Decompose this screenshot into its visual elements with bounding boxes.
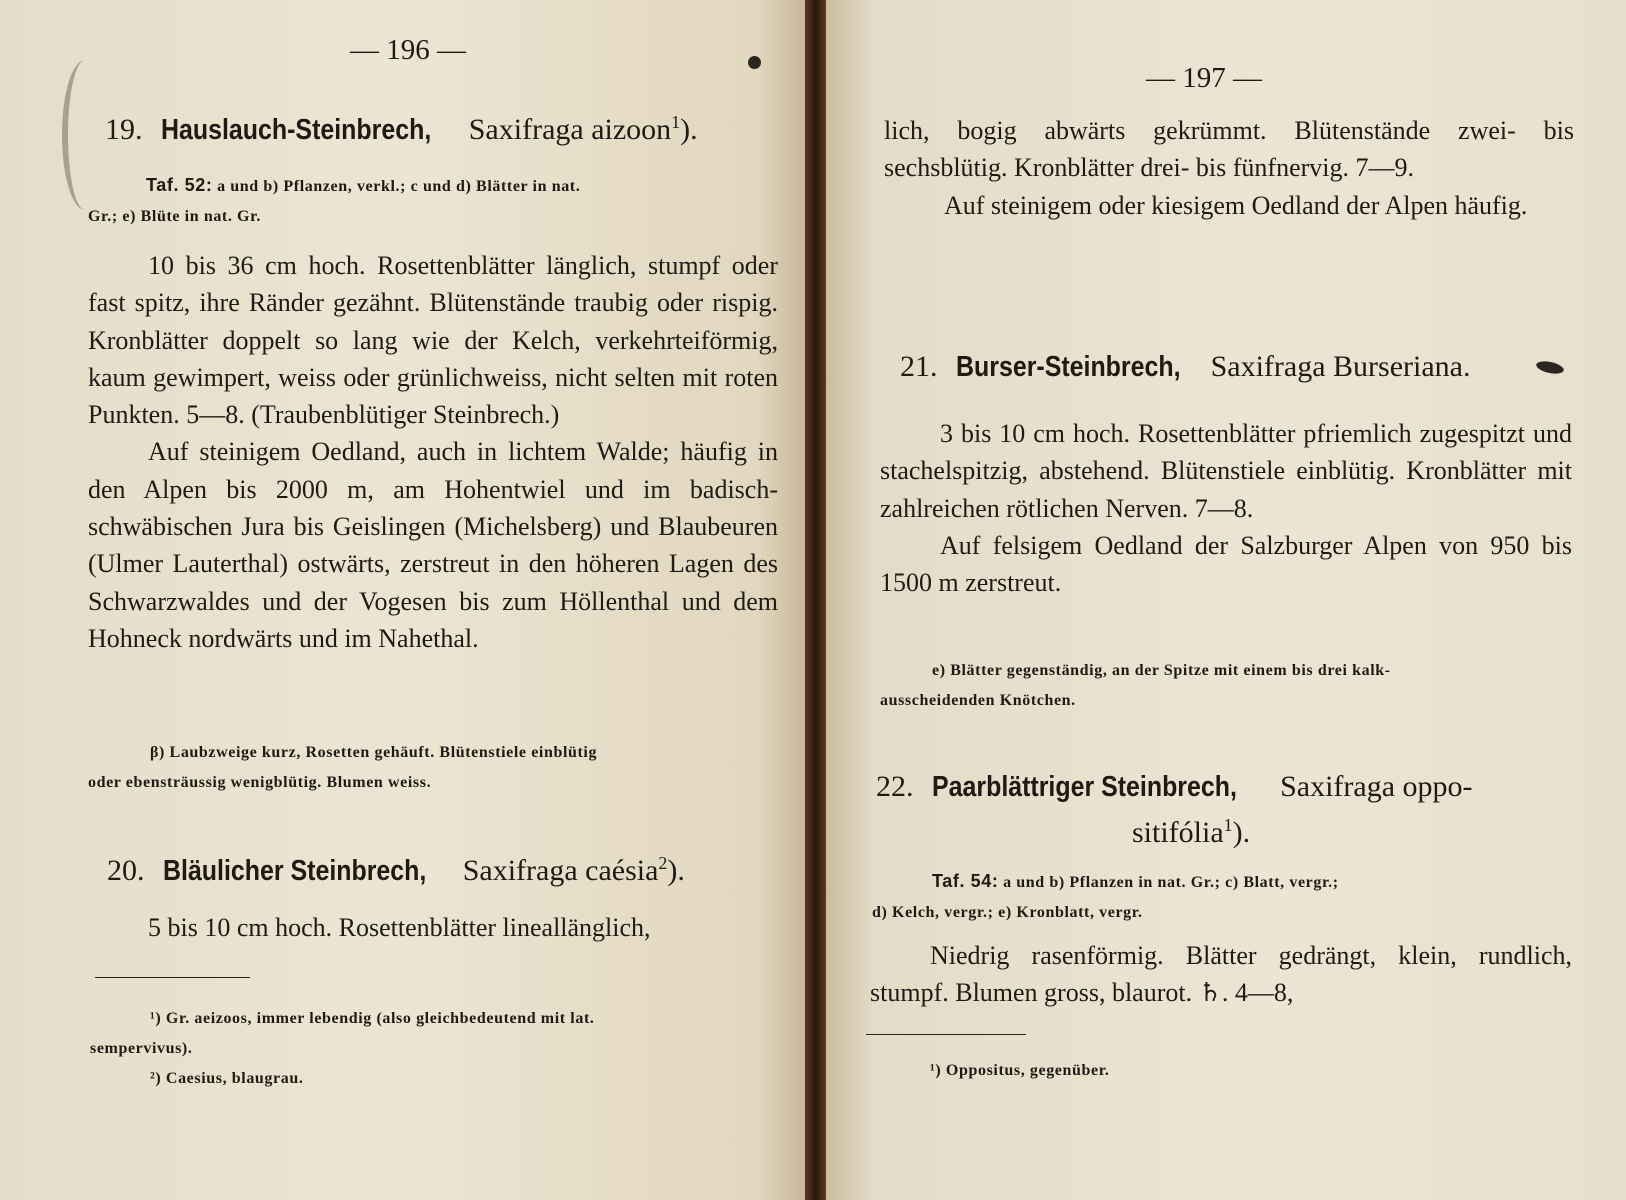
section-heading-22	[876, 770, 1473, 804]
scientific-name: Saxifraga oppo-	[1280, 770, 1473, 803]
species-name: Paarblättriger Steinbrech,	[931, 771, 1237, 803]
footnote-ref: 1	[1223, 815, 1233, 835]
paragraph: Auf felsigem Oedland der Salzburger Alpen von 950 bis 1500 m zerstreut.	[880, 530, 1572, 598]
scientific-name: Saxifraga Burseriana.	[1210, 350, 1471, 383]
variety-line: β) Laubzweige kurz, Rosetten gehäuft. Blütenstiele einblütig	[150, 744, 598, 761]
heading-close: ).	[667, 854, 685, 887]
footnote-line: ¹) Oppositus, gegenüber.	[930, 1062, 1110, 1079]
section-number: 21.	[900, 350, 938, 383]
continued-description	[884, 112, 1574, 224]
plate-text-line: a und b) Pflanzen in nat. Gr.; c) Blatt, vergr.;	[1003, 874, 1339, 891]
section-heading-22-cont	[1132, 815, 1250, 850]
section-heading-21	[900, 350, 1470, 384]
section-number: 20.	[107, 854, 145, 887]
footnote-rule	[866, 1034, 1026, 1035]
page-number: — 196 —	[350, 34, 466, 66]
paragraph: 5 bis 10 cm hoch. Rosettenblätter lineallänglich,	[148, 913, 651, 942]
plate-note	[88, 170, 778, 232]
scientific-name: sitifólia	[1132, 816, 1224, 849]
paragraph: Auf steinigem Oedland, auch in lichtem Walde; häufig in den Alpen bis 2000 m, am Hohentwiel und im badisch-schwäbischen Jura bis Geislingen (Michelsberg) und Blaubeuren (Ulmer Lauterthal) ostwärts, zerstreut in den höheren Lagen des Schwarzwaldes und der Vogesen bis zum Höllenthal und dem Hohneck nordwärts und im Nahethal.	[88, 437, 778, 653]
scientific-name: Saxifraga aizoon	[468, 113, 672, 146]
left-page	[0, 0, 805, 1200]
ink-spot	[748, 56, 761, 69]
variety-note	[88, 738, 778, 798]
heading-close: ).	[680, 113, 698, 146]
paragraph: 3 bis 10 cm hoch. Rosettenblätter pfriemlich zugespitzt und stachelspitzig, abstehend. Blütenstiele einblütig. Kronblätter mit zahlreichen rötlichen Nerven. 7—8.	[880, 419, 1572, 523]
paragraph: Auf steinigem oder kiesigem Oedland der Alpen häufig.	[944, 190, 1528, 220]
plate-label: Taf. 54:	[932, 871, 999, 891]
variety-note	[880, 656, 1572, 716]
plate-label: Taf. 52:	[146, 175, 213, 195]
ink-spot	[1535, 359, 1565, 376]
footnotes	[870, 1056, 1570, 1086]
page-number: — 197 —	[1146, 62, 1262, 94]
paragraph: Niedrig rasenförmig. Blätter gedrängt, klein, rundlich, stumpf. Blumen gross, blaurot. ♄. 4—8,	[870, 941, 1572, 1008]
section-heading-19	[105, 112, 698, 147]
footnote-line: ²) Caesius, blaugrau.	[150, 1070, 304, 1087]
book-gutter	[805, 0, 826, 1200]
footnote-ref: 2	[658, 853, 668, 873]
description-19	[88, 247, 778, 657]
plate-text-line: d) Kelch, vergr.; e) Kronblatt, vergr.	[872, 904, 1143, 921]
description-21	[880, 415, 1572, 601]
description-20	[88, 909, 778, 946]
footnote-line: ¹) Gr. aeizoos, immer lebendig (also gleichbedeutend mit lat.	[150, 1010, 595, 1027]
section-number: 22.	[876, 770, 914, 803]
species-name: Bläulicher Steinbrech,	[162, 855, 426, 887]
scientific-name: Saxifraga caésia	[462, 854, 659, 887]
section-heading-20	[107, 853, 685, 888]
variety-line: e) Blätter gegenständig, an der Spitze mit einem bis drei kalk-	[932, 662, 1391, 679]
plate-text-line: a und b) Pflanzen, verkl.; c und d) Blätter in nat.	[217, 178, 581, 195]
paragraph: lich, bogig abwärts gekrümmt. Blütenstände zwei- bis sechsblütig. Kronblätter drei- bis fünfnervig. 7—9.	[884, 116, 1574, 183]
variety-line: oder ebensträussig wenigblütig. Blumen weiss.	[88, 774, 432, 791]
footnote-ref: 1	[671, 112, 681, 132]
footnote-line: sempervivus).	[90, 1040, 193, 1057]
footnotes	[90, 1004, 780, 1094]
plate-text-line: Gr.; e) Blüte in nat. Gr.	[88, 208, 261, 225]
variety-line: ausscheidenden Knötchen.	[880, 692, 1076, 709]
right-page	[826, 0, 1626, 1200]
section-number: 19.	[105, 113, 143, 146]
description-22	[870, 937, 1572, 1012]
species-name: Hauslauch-Steinbrech,	[160, 114, 431, 146]
paragraph: 10 bis 36 cm hoch. Rosettenblätter länglich, stumpf oder fast spitz, ihre Ränder gezähnt. Blütenstände traubig oder rispig. Kronblätter doppelt so lang wie der Kelch, verkehrteiförmig, kaum gewimpert, weiss oder grünlichweiss, nicht selten mit roten Punkten. 5—8. (Traubenblütiger Steinbrech.)	[88, 251, 778, 430]
footnote-rule	[95, 977, 250, 978]
species-name: Burser-Steinbrech,	[955, 351, 1181, 383]
heading-close: ).	[1232, 816, 1251, 849]
plate-note	[872, 866, 1572, 928]
